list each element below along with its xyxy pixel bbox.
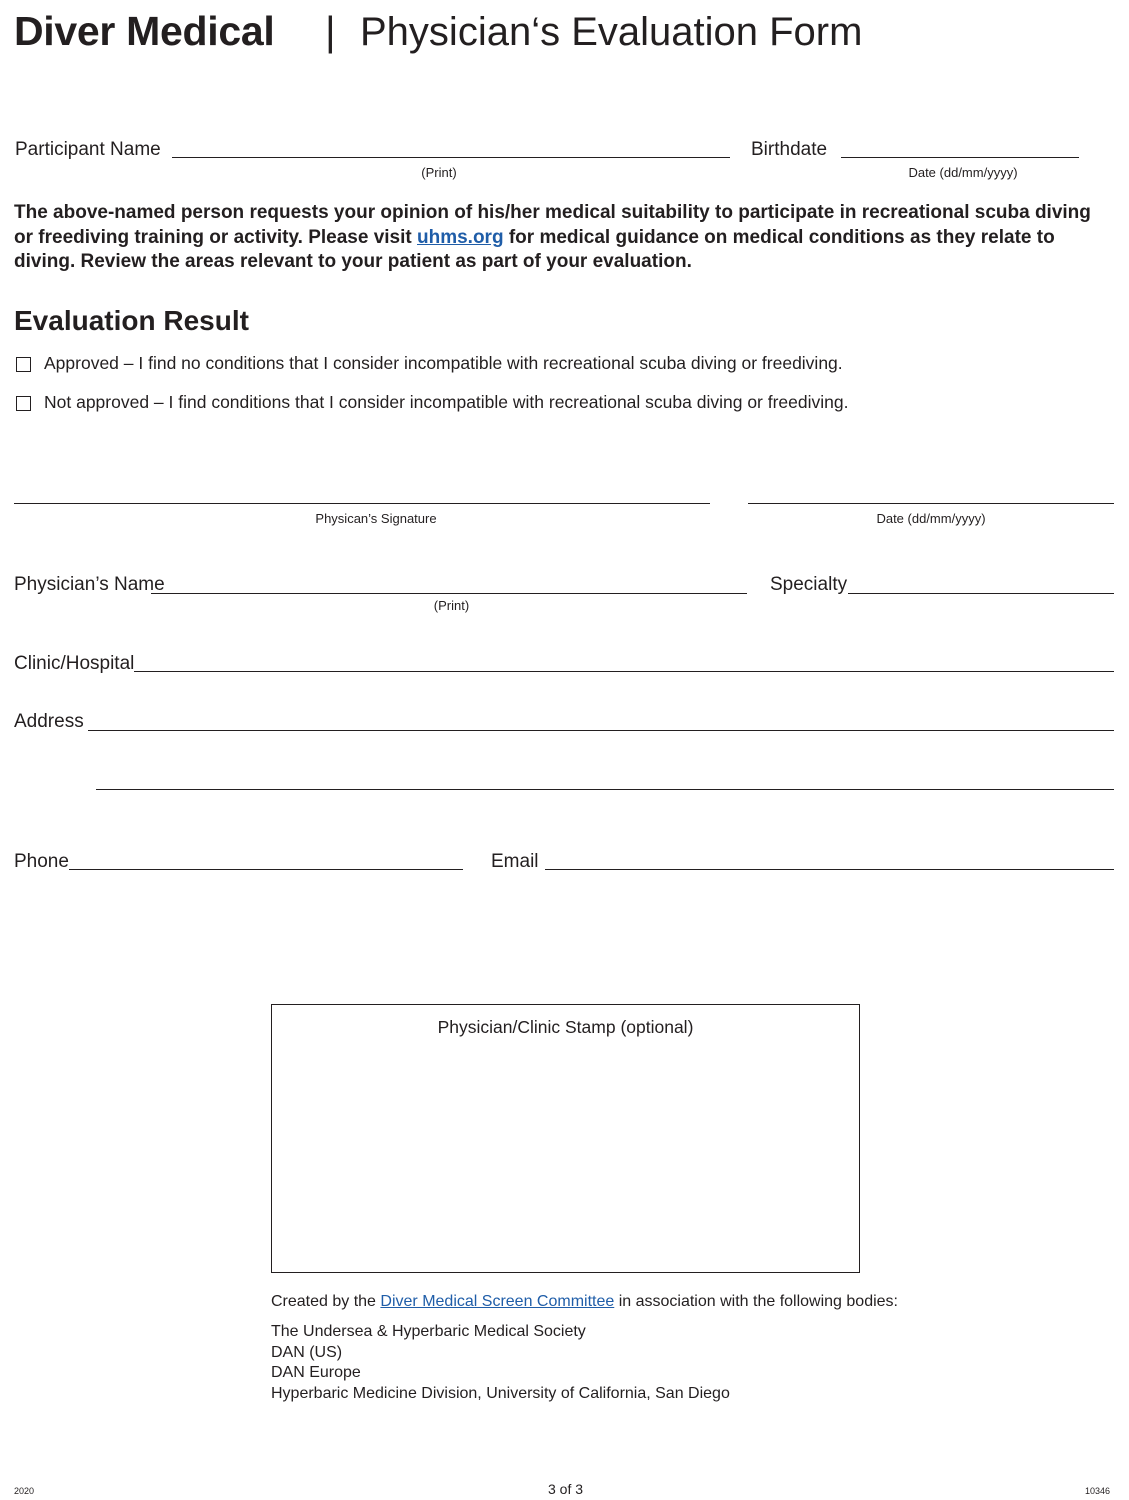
- clinic-field[interactable]: [134, 671, 1114, 672]
- signature-hint: Physican’s Signature: [315, 511, 437, 526]
- intro-text-start: The above-named person requests your opinion of his/her medical suitability to participate in recreational scuba diving or freediving training or activity. Please visit: [14, 202, 1091, 248]
- uhms-link[interactable]: uhms.org: [417, 226, 504, 248]
- committee-link[interactable]: Diver Medical Screen Committee: [380, 1293, 615, 1310]
- birthdate-field[interactable]: [841, 157, 1079, 158]
- credits-text-end: in association with the following bodies:: [614, 1293, 898, 1310]
- list-item: DAN Europe: [271, 1364, 361, 1381]
- not-approved-checkbox[interactable]: [16, 396, 31, 411]
- credits-text-start: Created by the: [271, 1293, 381, 1310]
- birthdate-label: Birthdate: [751, 139, 828, 160]
- associated-bodies-list: [271, 1322, 730, 1404]
- physician-name-hint: (Print): [433, 598, 470, 613]
- specialty-field[interactable]: [848, 593, 1114, 594]
- participant-name-hint: (Print): [421, 165, 457, 180]
- evaluation-heading: Evaluation Result: [14, 305, 249, 336]
- participant-name-label: Participant Name: [15, 139, 161, 160]
- signature-date-field[interactable]: [748, 503, 1114, 504]
- stamp-box: [271, 1004, 860, 1273]
- address-field-line-2[interactable]: [96, 789, 1114, 790]
- phone-label: Phone: [14, 851, 69, 872]
- form-title: Physician‘s Evaluation Form: [360, 10, 863, 54]
- stamp-label: Physician/Clinic Stamp (optional): [437, 1017, 694, 1037]
- footer-code: 10346: [1085, 1486, 1111, 1496]
- list-item: The Undersea & Hyperbaric Medical Society: [271, 1323, 586, 1340]
- brand-title: Diver Medical: [14, 8, 275, 54]
- credits-line: [271, 1293, 898, 1311]
- address-label: Address: [14, 711, 84, 732]
- address-field-line-1[interactable]: [88, 730, 1114, 731]
- specialty-label: Specialty: [770, 574, 848, 595]
- list-item: Hyperbaric Medicine Division, University of California, San Diego: [271, 1384, 730, 1402]
- intro-text-end: for medical guidance on medical conditions as they relate to diving. Review the areas relevant to your patient as part of your evaluation.: [14, 226, 1055, 272]
- page-number: 3 of 3: [548, 1481, 584, 1497]
- phone-field[interactable]: [69, 869, 463, 870]
- email-field[interactable]: [545, 869, 1114, 870]
- title-separator: |: [325, 8, 336, 54]
- approved-option-label: Approved – I find no conditions that I consider incompatible with recreational scuba diving or freediving.: [44, 353, 843, 373]
- participant-name-field[interactable]: [172, 157, 730, 158]
- email-label: Email: [491, 851, 539, 872]
- approved-checkbox[interactable]: [16, 357, 31, 372]
- not-approved-option-label: Not approved – I find conditions that I consider incompatible with recreational scuba diving or freediving.: [44, 392, 849, 412]
- physician-name-label: Physician’s Name: [14, 574, 165, 595]
- signature-field[interactable]: [14, 503, 710, 504]
- clinic-label: Clinic/Hospital: [14, 653, 135, 674]
- footer-year: 2020: [14, 1486, 35, 1496]
- birthdate-hint: Date (dd/mm/yyyy): [908, 165, 1018, 180]
- signature-date-hint: Date (dd/mm/yyyy): [876, 511, 986, 526]
- physician-name-field[interactable]: [151, 593, 747, 594]
- intro-paragraph: [14, 201, 1114, 275]
- list-item: DAN (US): [271, 1343, 343, 1361]
